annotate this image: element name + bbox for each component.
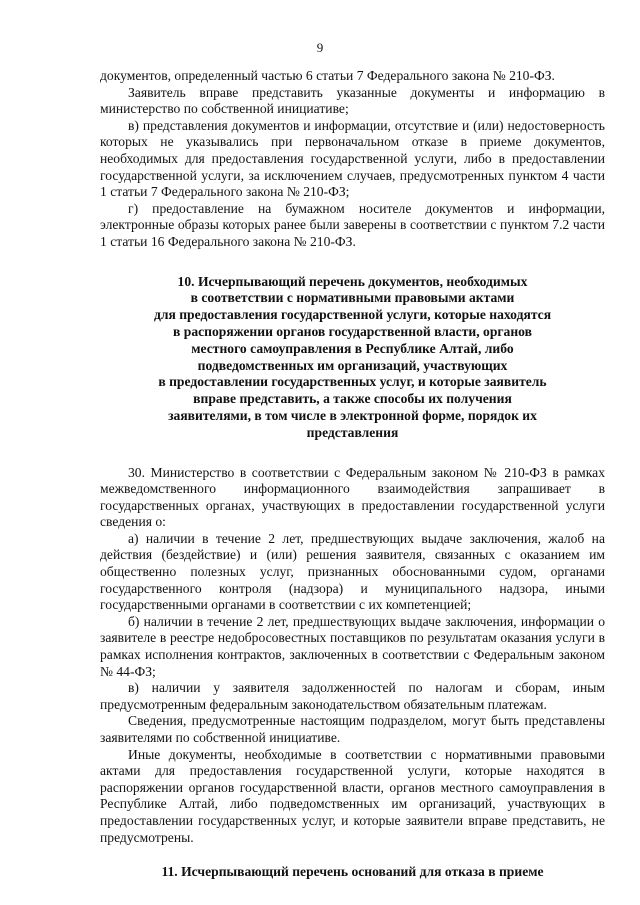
heading-line: представления [306,424,399,440]
paragraph-30: 30. Министерство в соответствии с Федеральным законом № 210-ФЗ в рамках межведомственного информационного взаимодействия запрашивает в государственных органах, участвующих в предоставлении государственной услуги сведения о: [100,464,605,530]
heading-line: в предоставлении государственных услуг, и которые заявитель [158,374,547,390]
paragraph-item-a: а) наличии в течение 2 лет, предшествующих выдаче заключения, жалоб на действия (бездействие) и (или) решения заявителя, связанных с оказанием им общественно полезных услуг, признанных обоснованными судом, органами государственного контроля (надзора) и муниципального надзора, иными государственными органами в соответствии с их компетенцией; [100,530,605,613]
paragraph-item-b: б) наличии в течение 2 лет, предшествующих выдаче заключения, информации о заявителе в реестре недобросовестных поставщиков по результатам оказания услуги в рамках исполнения контрактов, заключенных в соответствии с Федеральным законом № 44-ФЗ; [100,613,605,679]
paragraph-item-v2: в) наличии у заявителя задолженностей по налогам и сборам, иным предусмотренным федеральным законодательством обязательным платежам. [100,680,605,712]
heading-line: местного самоуправления в Республике Алтай, либо [191,340,514,356]
heading-line: подведомственных им организаций, участвующих [197,357,508,373]
page-number: 9 [316,40,324,55]
paragraph-own-initiative: Сведения, предусмотренные настоящим подразделом, могут быть представлены заявителями по собственной инициативе. [100,713,605,745]
section-heading-11: 11. Исчерпывающий перечень оснований для отказа в приеме [161,864,544,880]
spacer [100,251,605,274]
heading-line: в распоряжении органов государственной власти, органов [173,323,532,339]
heading-line: для предоставления государственной услуги, которые находятся [153,307,552,323]
spacer [100,846,605,864]
paragraph-continuation: документов, определенный частью 6 статьи 7 Федерального закона № 210-ФЗ. [100,68,555,83]
paragraph-item-v: в) представления документов и информации, отсутствие и (или) недостоверность которых не указывались при первоначальном отказе в приеме документов, необходимых для предоставления государственной услуги, либо в предоставлении государственной услуги, за исключением случаев, предусмотренных пунктом 4 части 1 статьи 7 Федерального закона № 210-ФЗ; [100,117,605,200]
spacer [100,442,605,465]
heading-line: в соответствии с нормативными правовыми актами [190,290,515,306]
page-content [100,68,605,881]
paragraph-applicant-right: Заявитель вправе представить указанные документы и информацию в министерство по собственной инициативе; [100,84,605,117]
section-heading-10 [100,274,605,442]
heading-line: 10. Исчерпывающий перечень документов, необходимых [177,273,528,289]
heading-line: вправе представить, а также способы их получения [193,391,512,407]
paragraph-other-documents: Иные документы, необходимые в соответствии с нормативными правовыми актами для предоставления государственной услуги, которые находятся в распоряжении органов государственной власти, органов местного самоуправления в Республике Алтай, либо подведомственных им организаций, участвующих в предоставлении государственных услуг, и которые заявители вправе представить, не предусмотрены. [100,746,605,845]
paragraph-item-g: г) предоставление на бумажном носителе документов и информации, электронные образы которых ранее были заверены в соответствии с пунктом 7.2 части 1 статьи 16 Федерального закона № 210-ФЗ. [100,200,605,249]
heading-line: заявителями, в том числе в электронной форме, порядок их [168,407,537,423]
